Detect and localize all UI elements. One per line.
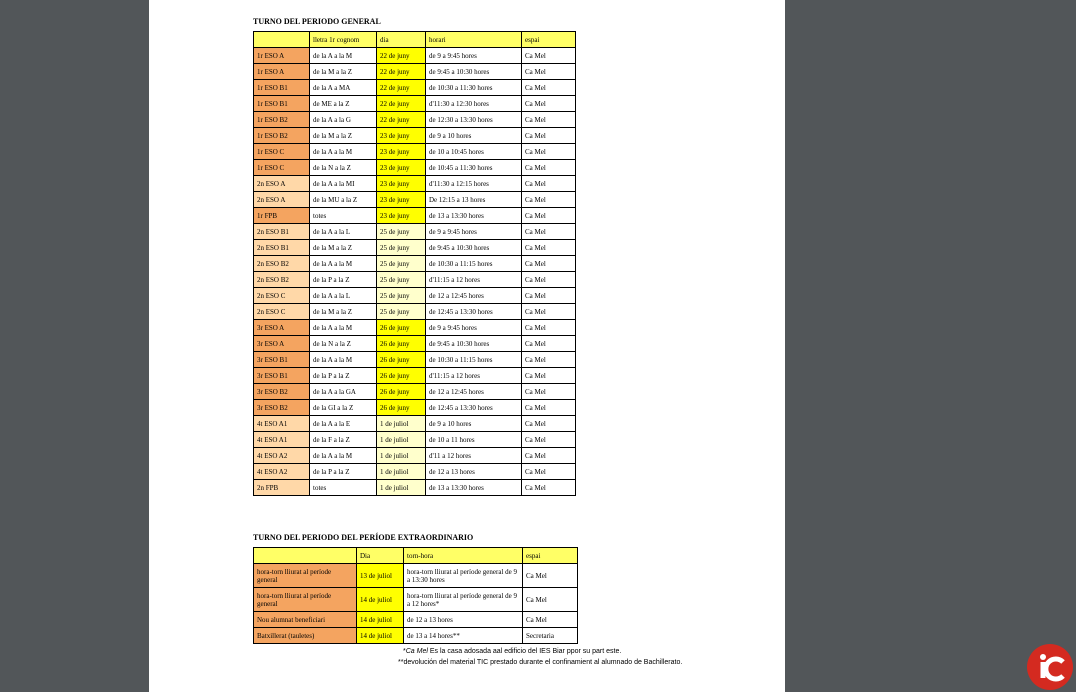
cell-lletra: de la MU a la Z — [310, 192, 377, 208]
cell-espai: Ca Mel — [522, 112, 576, 128]
cell-grup: 1r ESO B2 — [254, 128, 310, 144]
cell-horari: de 12 a 12:45 hores — [426, 288, 522, 304]
cell-desc: hora-torn lliurat al període general — [254, 588, 357, 612]
cell-horari: de 9 a 10 hores — [426, 416, 522, 432]
cell-dia: 23 de juny — [377, 128, 426, 144]
cell-dia: 23 de juny — [377, 176, 426, 192]
cell-horari: de 12:45 a 13:30 hores — [426, 400, 522, 416]
table-row — [254, 240, 576, 256]
table-row — [254, 384, 576, 400]
cell-grup: 2n ESO B2 — [254, 256, 310, 272]
cell-horari: d'11:30 a 12:30 hores — [426, 96, 522, 112]
cell-horari: de 10 a 11 hores — [426, 432, 522, 448]
cell-espai: Ca Mel — [522, 144, 576, 160]
cell-dia: 25 de juny — [377, 224, 426, 240]
cell-grup: 2n ESO C — [254, 288, 310, 304]
cell-lletra: totes — [310, 208, 377, 224]
table-row — [254, 144, 576, 160]
cell-lletra: de la A a la L — [310, 224, 377, 240]
table-row — [254, 192, 576, 208]
cell-espai: Ca Mel — [522, 64, 576, 80]
cell-grup: 4t ESO A2 — [254, 464, 310, 480]
cell-espai: Ca Mel — [522, 272, 576, 288]
cell-lletra: de la A a la M — [310, 448, 377, 464]
cell-espai: Ca Mel — [522, 368, 576, 384]
cell-grup: 4t ESO A1 — [254, 432, 310, 448]
cell-dia: 1 de juliol — [377, 448, 426, 464]
table-row — [254, 48, 576, 64]
table2-row — [254, 588, 578, 612]
column-header: espai — [523, 548, 578, 564]
table2-row — [254, 564, 578, 588]
cell-desc: Batxillerat (tauletes) — [254, 628, 357, 644]
cell-desc: hora-torn lliurat al període general — [254, 564, 357, 588]
cell-lletra: totes — [310, 480, 377, 496]
table-header-row — [254, 32, 576, 48]
cell-grup: 1r ESO B2 — [254, 112, 310, 128]
cell-dia: 26 de juny — [377, 368, 426, 384]
cell-dia: 26 de juny — [377, 400, 426, 416]
table-row — [254, 352, 576, 368]
cell-grup: 3r ESO A — [254, 320, 310, 336]
cell-torn: hora-torn lliurat al període general de 9 a 13:30 hores — [404, 564, 523, 588]
cell-lletra: de la A a MA — [310, 80, 377, 96]
table-row — [254, 96, 576, 112]
cell-horari: d'11:15 a 12 hores — [426, 368, 522, 384]
table-row — [254, 288, 576, 304]
cell-grup: 2n ESO A — [254, 192, 310, 208]
cell-dia: 26 de juny — [377, 336, 426, 352]
cell-dia: 22 de juny — [377, 48, 426, 64]
cell-lletra: de la P a la Z — [310, 368, 377, 384]
cell-dia: 22 de juny — [377, 80, 426, 96]
cell-grup: 3r ESO B1 — [254, 352, 310, 368]
cell-grup: 1r ESO A — [254, 64, 310, 80]
table-row — [254, 256, 576, 272]
cell-lletra: de la A a la GA — [310, 384, 377, 400]
cell-dia: 26 de juny — [377, 384, 426, 400]
cell-dia: 14 de juliol — [357, 628, 404, 644]
column-header: torn-hora — [404, 548, 523, 564]
cell-espai: Ca Mel — [523, 612, 578, 628]
cell-horari: de 9 a 9:45 hores — [426, 48, 522, 64]
cell-espai: Ca Mel — [522, 480, 576, 496]
cell-lletra: de la GI a la Z — [310, 400, 377, 416]
cell-horari: de 9:45 a 10:30 hores — [426, 64, 522, 80]
cell-torn: de 12 a 13 hores — [404, 612, 523, 628]
table-row — [254, 464, 576, 480]
viewer-background-right — [785, 0, 1076, 692]
cell-torn: de 13 a 14 hores** — [404, 628, 523, 644]
ic-logo-glyph — [1033, 650, 1067, 684]
cell-grup: 2n ESO B1 — [254, 240, 310, 256]
cell-espai: Ca Mel — [522, 160, 576, 176]
cell-lletra: de la P a la Z — [310, 272, 377, 288]
cell-espai: Ca Mel — [522, 80, 576, 96]
table-row — [254, 320, 576, 336]
cell-espai: Ca Mel — [522, 288, 576, 304]
cell-grup: 1r ESO C — [254, 144, 310, 160]
cell-horari: de 10 a 10:45 hores — [426, 144, 522, 160]
cell-dia: 25 de juny — [377, 304, 426, 320]
cell-horari: de 12 a 12:45 hores — [426, 384, 522, 400]
column-header: dia — [377, 32, 426, 48]
footnote-1 — [403, 648, 621, 655]
table-row — [254, 416, 576, 432]
column-header: lletra 1r cognom — [310, 32, 377, 48]
cell-lletra: de la A a la M — [310, 256, 377, 272]
cell-lletra: de la A a la M — [310, 48, 377, 64]
footnote-1-mark: * — [403, 648, 406, 655]
column-header: Dia — [357, 548, 404, 564]
cell-espai: Ca Mel — [522, 208, 576, 224]
cell-dia: 26 de juny — [377, 352, 426, 368]
cell-lletra: de la M a la Z — [310, 304, 377, 320]
cell-grup: 3r ESO A — [254, 336, 310, 352]
cell-grup: 4t ESO A1 — [254, 416, 310, 432]
cell-horari: De 12:15 a 13 hores — [426, 192, 522, 208]
cell-horari: d'11:30 a 12:15 hores — [426, 176, 522, 192]
table-row — [254, 128, 576, 144]
cell-espai: Ca Mel — [522, 336, 576, 352]
cell-grup: 1r ESO C — [254, 160, 310, 176]
cell-dia: 13 de juliol — [357, 564, 404, 588]
cell-dia: 25 de juny — [377, 256, 426, 272]
footnote-2: **devolución del material TIC prestado durante el confinamient al alumnado de Bachillerato. — [398, 659, 683, 666]
column-header: espai — [522, 32, 576, 48]
cell-grup: 2n FPB — [254, 480, 310, 496]
table2-row — [254, 612, 578, 628]
cell-horari: de 10:45 a 11:30 hores — [426, 160, 522, 176]
table-row — [254, 208, 576, 224]
cell-lletra: de la M a la Z — [310, 240, 377, 256]
cell-lletra: de la A a la M — [310, 320, 377, 336]
cell-lletra: de la A a la L — [310, 288, 377, 304]
cell-horari: d'11 a 12 hores — [426, 448, 522, 464]
cell-dia: 14 de juliol — [357, 612, 404, 628]
section1-title: TURNO DEL PERIODO GENERAL — [253, 17, 381, 26]
cell-grup: 1r ESO A — [254, 48, 310, 64]
cell-espai: Ca Mel — [522, 224, 576, 240]
cell-dia: 22 de juny — [377, 64, 426, 80]
cell-grup: 2n ESO A — [254, 176, 310, 192]
cell-dia: 1 de juliol — [377, 432, 426, 448]
cell-grup: 1r FPB — [254, 208, 310, 224]
cell-horari: de 10:30 a 11:15 hores — [426, 352, 522, 368]
cell-grup: 3r ESO B1 — [254, 368, 310, 384]
cell-lletra: de la A a la G — [310, 112, 377, 128]
cell-horari: de 10:30 a 11:15 hores — [426, 256, 522, 272]
cell-horari: de 12:45 a 13:30 hores — [426, 304, 522, 320]
table-row — [254, 448, 576, 464]
cell-lletra: de la N a la Z — [310, 160, 377, 176]
cell-dia: 1 de juliol — [377, 480, 426, 496]
cell-horari: de 12:30 a 13:30 hores — [426, 112, 522, 128]
cell-grup: 3r ESO B2 — [254, 384, 310, 400]
cell-dia: 25 de juny — [377, 272, 426, 288]
viewer-background-left — [0, 0, 149, 692]
cell-dia: 26 de juny — [377, 320, 426, 336]
cell-dia: 23 de juny — [377, 160, 426, 176]
cell-espai: Ca Mel — [522, 400, 576, 416]
cell-lletra: de la P a la Z — [310, 464, 377, 480]
cell-espai: Ca Mel — [522, 240, 576, 256]
cell-grup: 1r ESO B1 — [254, 96, 310, 112]
cell-horari: de 12 a 13 hores — [426, 464, 522, 480]
section2-title: TURNO DEL PERIODO DEL PERÍODE EXTRAORDINARIO — [253, 533, 474, 542]
cell-horari: de 9:45 a 10:30 hores — [426, 336, 522, 352]
table-row — [254, 80, 576, 96]
cell-dia: 1 de juliol — [377, 416, 426, 432]
table2-row — [254, 628, 578, 644]
cell-desc: Nou alumnat beneficiari — [254, 612, 357, 628]
cell-espai: Ca Mel — [522, 416, 576, 432]
cell-espai: Secretaria — [523, 628, 578, 644]
cell-lletra: de la A a la M — [310, 352, 377, 368]
cell-horari: de 9 a 9:45 hores — [426, 224, 522, 240]
cell-grup: 2n ESO B2 — [254, 272, 310, 288]
cell-dia: 23 de juny — [377, 144, 426, 160]
cell-dia: 25 de juny — [377, 288, 426, 304]
cell-grup: 4t ESO A2 — [254, 448, 310, 464]
cell-dia: 25 de juny — [377, 240, 426, 256]
cell-lletra: de ME a la Z — [310, 96, 377, 112]
cell-espai: Ca Mel — [522, 96, 576, 112]
cell-espai: Ca Mel — [523, 588, 578, 612]
document-page — [149, 0, 785, 692]
cell-dia: 1 de juliol — [377, 464, 426, 480]
cell-torn: hora-torn lliurat al període general de 9 a 12 hores* — [404, 588, 523, 612]
cell-espai: Ca Mel — [522, 432, 576, 448]
table-row — [254, 480, 576, 496]
cell-espai: Ca Mel — [522, 304, 576, 320]
table-row — [254, 336, 576, 352]
column-header — [254, 32, 310, 48]
cell-grup: 1r ESO B1 — [254, 80, 310, 96]
cell-lletra: de la M a la Z — [310, 128, 377, 144]
cell-grup: 2n ESO C — [254, 304, 310, 320]
cell-lletra: de la A a la E — [310, 416, 377, 432]
table-row — [254, 272, 576, 288]
cell-espai: Ca Mel — [522, 176, 576, 192]
cell-horari: de 10:30 a 11:30 hores — [426, 80, 522, 96]
table-row — [254, 432, 576, 448]
cell-lletra: de la M a la Z — [310, 64, 377, 80]
cell-lletra: de la A a la MI — [310, 176, 377, 192]
cell-dia: 23 de juny — [377, 208, 426, 224]
footnote-1-text: Es la casa adosada aal edificio del IES Biar ppor su part este. — [427, 648, 622, 655]
cell-espai: Ca Mel — [522, 256, 576, 272]
footnote-1-em: Ca Mel — [405, 648, 428, 655]
column-header: horari — [426, 32, 522, 48]
table2-header-row — [254, 548, 578, 564]
cell-espai: Ca Mel — [522, 352, 576, 368]
table-row — [254, 64, 576, 80]
cell-espai: Ca Mel — [522, 128, 576, 144]
cell-dia: 14 de juliol — [357, 588, 404, 612]
cell-espai: Ca Mel — [522, 464, 576, 480]
cell-horari: de 13 a 13:30 hores — [426, 480, 522, 496]
cell-horari: de 9:45 a 10:30 hores — [426, 240, 522, 256]
cell-espai: Ca Mel — [522, 48, 576, 64]
cell-espai: Ca Mel — [523, 564, 578, 588]
table-row — [254, 304, 576, 320]
table-row — [254, 368, 576, 384]
cell-lletra: de la A a la M — [310, 144, 377, 160]
cell-lletra: de la F a la Z — [310, 432, 377, 448]
cell-horari: de 9 a 10 hores — [426, 128, 522, 144]
table-row — [254, 176, 576, 192]
cell-grup: 2n ESO B1 — [254, 224, 310, 240]
cell-dia: 22 de juny — [377, 112, 426, 128]
cell-grup: 3r ESO B2 — [254, 400, 310, 416]
table-row — [254, 400, 576, 416]
cell-horari: de 9 a 9:45 hores — [426, 320, 522, 336]
column-header — [254, 548, 357, 564]
table-row — [254, 160, 576, 176]
table-row — [254, 112, 576, 128]
ic-logo-icon — [1027, 644, 1073, 690]
cell-horari: de 13 a 13:30 hores — [426, 208, 522, 224]
cell-espai: Ca Mel — [522, 448, 576, 464]
table-row — [254, 224, 576, 240]
general-schedule-table — [253, 31, 576, 496]
cell-espai: Ca Mel — [522, 320, 576, 336]
cell-dia: 22 de juny — [377, 96, 426, 112]
cell-espai: Ca Mel — [522, 384, 576, 400]
cell-horari: d'11:15 a 12 hores — [426, 272, 522, 288]
cell-espai: Ca Mel — [522, 192, 576, 208]
extraordinary-schedule-table — [253, 547, 578, 644]
cell-lletra: de la N a la Z — [310, 336, 377, 352]
cell-dia: 23 de juny — [377, 192, 426, 208]
